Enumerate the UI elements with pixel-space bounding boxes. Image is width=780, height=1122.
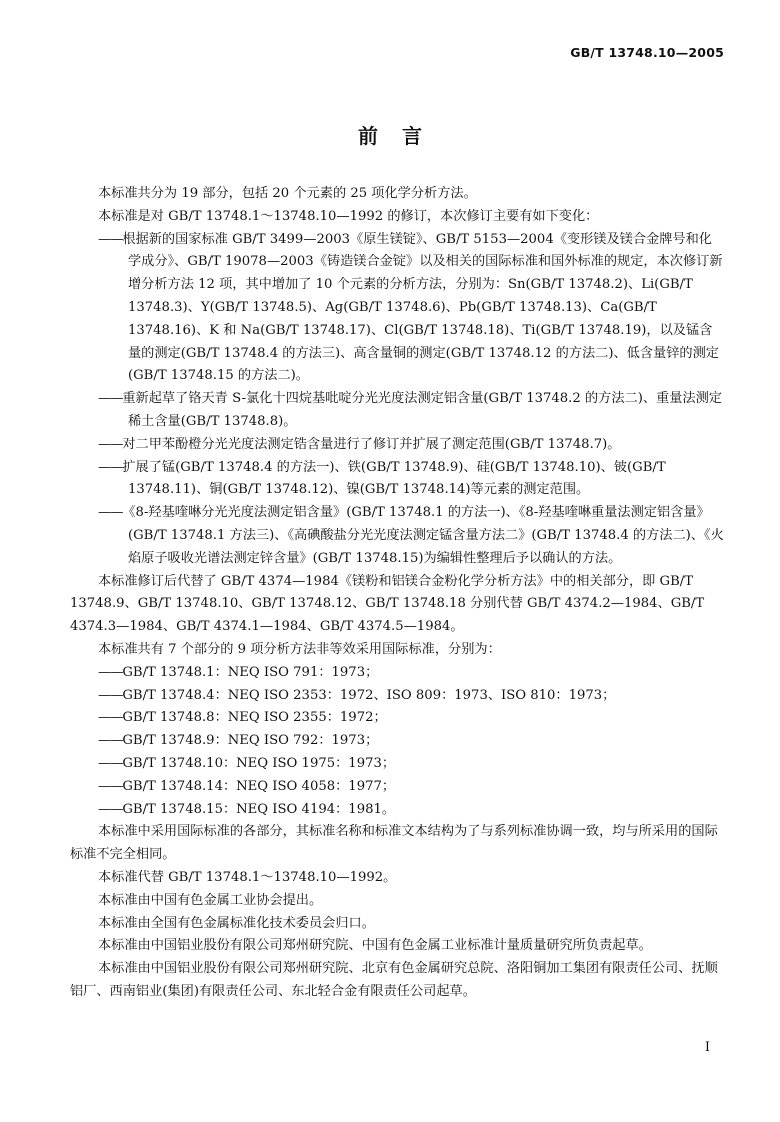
dash-marker: —— [98,391,123,407]
adopted-standard-text: GB/T 13748.10：NEQ ISO 1975：1973； [122,755,396,771]
foreword-body [70,183,725,1004]
paragraph: 本标准中采用国际标准的各部分，其标准名称和标准文本结构为了与系列标准协调一致，均与所采用的国际标准不完全相同。 [70,824,718,863]
change-item [70,229,725,389]
page-number: I [704,1040,710,1055]
title-char-1: 前 [358,124,378,148]
change-item [70,388,725,434]
change-item-text: 扩展了锰(GB/T 13748.4 的方法一)、铁(GB/T 13748.9)、硅(GB/T 13748.10)、铍(GB/T 13748.11)、铜(GB/T 13748.12)、镍(GB/T 13748.14)等元素的测定范围。 [122,459,666,498]
adopted-standard-text: GB/T 13748.9：NEQ ISO 792：1973； [122,733,379,749]
dash-marker: —— [98,664,123,680]
dash-marker: —— [98,778,123,794]
page-title [0,120,780,149]
dash-marker: —— [98,436,123,452]
paragraph: 本标准修订后代替了 GB/T 4374—1984《镁粉和铝镁合金粉化学分析方法》中的相关部分，即 GB/T 13748.9、GB/T 13748.10、GB/T 13748.12、GB/T 13748.18 分别代替 GB/T 4374.2—1984、GB/T 4374.3—1984、GB/T 4374.1—1984、GB/T 4374.5—1984。 [70,573,705,635]
adopted-standard-item [70,776,725,799]
adopted-standard-item [70,753,725,776]
paragraph: 本标准代替 GB/T 13748.1～13748.10—1992。 [98,869,397,885]
adopted-standard-text: GB/T 13748.4：NEQ ISO 2353：1972、ISO 809：1973、ISO 810：1973； [122,687,616,703]
adopted-standard-text: GB/T 13748.15：NEQ ISO 4194：1981。 [122,801,396,817]
dash-marker: —— [98,687,123,703]
dash-marker: —— [98,801,123,817]
change-item-text: 重新起草了铬天青 S-氯化十四烷基吡啶分光光度法测定铝含量(GB/T 13748.2 的方法二)、重量法测定稀土含量(GB/T 13748.8)。 [122,391,722,429]
dash-marker: —— [98,710,123,726]
adopted-standard-item [70,707,725,730]
adopted-standard-item [70,685,725,708]
adopted-standard-text: GB/T 13748.1：NEQ ISO 791：1973； [122,664,379,680]
dash-marker: —— [98,505,123,521]
adopted-standard-text: GB/T 13748.8：NEQ ISO 2355：1972； [122,710,387,726]
dash-marker: —— [98,231,123,247]
paragraph: 本标准由中国铝业股份有限公司郑州研究院、中国有色金属工业标准计量质量研究所负责起草。 [98,938,652,954]
change-item-text: 《8-羟基喹啉分光光度法测定铝含量》(GB/T 13748.1 的方法一)、《8-羟基喹啉重量法测定铝含量》(GB/T 13748.1 方法三)、《高碘酸盐分光光度法测定锰含量方法二》(GB/T 13748.4 的方法二)、《火焰原子吸收光谱法测定锌含量》(GB/T 13748.15)为编辑性整理后予以确认的方法。 [122,505,724,566]
adopted-standard-item [70,730,725,753]
title-char-2: 言 [402,124,422,148]
paragraph: 本标准由中国有色金属工业协会提出。 [98,892,323,908]
dash-marker: —— [98,733,123,749]
adopted-standard-text: GB/T 13748.14：NEQ ISO 4058：1977； [122,778,396,794]
adopted-standard-item [70,662,725,685]
paragraph: 本标准由全国有色金属标准化技术委员会归口。 [98,915,375,931]
adopted-standard-item [70,799,725,822]
standard-code: GB/T 13748.10—2005 [570,45,724,60]
paragraph: 本标准由中国铝业股份有限公司郑州研究院、北京有色金属研究总院、洛阳铜加工集团有限责任公司、抚顺铝厂、西南铝业(集团)有限责任公司、东北轻合金有限责任公司起草。 [70,961,718,999]
change-item-text: 根据新的国家标准 GB/T 3499—2003《原生镁锭》、GB/T 5153—2004《变形镁及镁合金牌号和化学成分》、GB/T 19078—2003《铸造镁合金锭》以及相关的国际标准和国外标准的规定，本次修订新增分析方法 12 项，其中增加了 10 个元素的分析方法，分别为：Sn(GB/T 13748.2)、Li(GB/T 13748.3)、Y(GB/T 13748.5)、Ag(GB/T 13748.6)、Pb(GB/T 13748.13)、Ca(GB/T 13748.16)、K 和 Na(GB/T 13748.17)、Cl(GB/T 13748.18)、Ti(GB/T 13748.19)，以及锰含量的测定(GB/T 13748.4 的方法三)、高含量铜的测定(GB/T 13748.12 的方法二)、低含量锌的测定(GB/T 13748.15 的方法二)。 [122,231,723,384]
dash-marker: —— [98,755,123,771]
change-item [70,502,725,570]
change-item-text: 对二甲苯酚橙分光光度法测定锆含量进行了修订并扩展了测定范围(GB/T 13748.7)。 [122,436,621,452]
paragraph: 本标准共有 7 个部分的 9 项分析方法非等效采用国际标准，分别为： [98,641,501,657]
change-item [70,434,725,457]
paragraph: 本标准是对 GB/T 13748.1～13748.10—1992 的修订，本次修订主要有如下变化： [98,208,599,224]
change-item [70,457,725,503]
paragraph: 本标准共分为 19 部分，包括 20 个元素的 25 项化学分析方法。 [98,186,477,201]
dash-marker: —— [98,459,123,475]
